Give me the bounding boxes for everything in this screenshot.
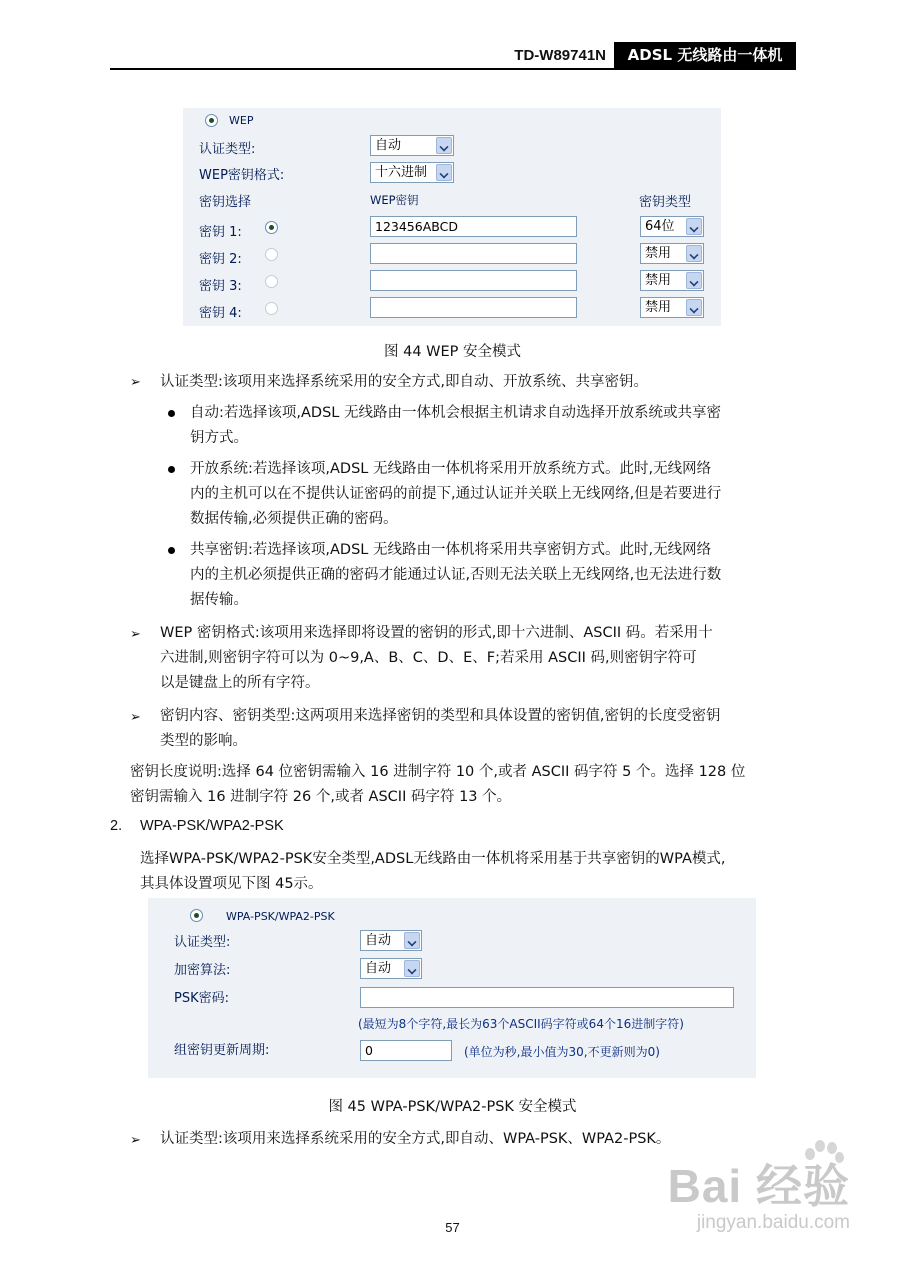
col-key-select: 密钥选择 xyxy=(199,195,252,210)
key-format-label: WEP密钥格式: xyxy=(199,168,285,183)
key-format-desc-3: 以是键盘上的所有字符。 xyxy=(160,675,320,691)
arrow-bullet-icon: ➢ xyxy=(130,375,141,390)
wpa-auth-type-select[interactable]: 自动 xyxy=(360,930,422,951)
key-format-desc-2: 六进制,则密钥字符可以为 0~9,A、B、C、D、E、F;若采用 ASCII 码,则密钥字符可 xyxy=(160,650,697,666)
auth-type-label: 认证类型: xyxy=(199,142,256,157)
wpa-auth-type-label: 认证类型: xyxy=(174,935,231,950)
key-3-radio[interactable] xyxy=(265,275,278,288)
psk-hint: (最短为8个字符,最长为63个ASCII码字符或64个16进制字符) xyxy=(358,1017,684,1031)
figure-44-caption: 图 44 WEP 安全模式 xyxy=(383,344,522,360)
key-2-type-select[interactable]: 禁用 xyxy=(640,243,704,264)
wep-mode-radio[interactable] xyxy=(205,114,218,127)
wep-mode-label: WEP xyxy=(229,114,254,127)
section-2-desc-1: 选择WPA-PSK/WPA2-PSK安全类型,ADSL无线路由一体机将采用基于共享密钥的WPA模式, xyxy=(140,851,726,867)
key-4-label: 密钥 4: xyxy=(199,306,242,321)
open-desc-3: 数据传输,必须提供正确的密码。 xyxy=(190,511,398,527)
psk-input[interactable] xyxy=(360,987,734,1008)
col-key-type: 密钥类型 xyxy=(639,195,692,210)
header-model: TD-W89741N xyxy=(514,47,606,64)
wpa-mode-label: WPA-PSK/WPA2-PSK xyxy=(226,910,335,923)
key-content-desc-2: 类型的影响。 xyxy=(160,733,247,749)
page-number: 57 xyxy=(445,1220,460,1235)
chevron-down-icon xyxy=(436,137,452,154)
cipher-label: 加密算法: xyxy=(174,963,231,978)
arrow-bullet-icon: ➢ xyxy=(130,1133,141,1148)
cipher-select[interactable]: 自动 xyxy=(360,958,422,979)
auth-type-select[interactable]: 自动 xyxy=(370,135,454,156)
page-header xyxy=(110,42,796,70)
key-length-desc-1: 密钥长度说明:选择 64 位密钥需输入 16 进制字符 10 个,或者 ASCII 码字符 5 个。选择 128 位 xyxy=(130,764,746,780)
bullet-dot-icon xyxy=(168,466,175,473)
bullet-dot-icon xyxy=(168,410,175,417)
key-2-input[interactable] xyxy=(370,243,577,264)
chevron-down-icon xyxy=(404,960,420,977)
auth-type-desc: 认证类型:该项用来选择系统采用的安全方式,即自动、开放系统、共享密钥。 xyxy=(160,374,648,390)
key-format-select[interactable]: 十六进制 xyxy=(370,162,454,183)
key-3-label: 密钥 3: xyxy=(199,279,242,294)
key-content-desc-1: 密钥内容、密钥类型:这两项用来选择密钥的类型和具体设置的密钥值,密钥的长度受密钥 xyxy=(160,708,721,724)
chevron-down-icon xyxy=(404,932,420,949)
key-1-type-select[interactable]: 64位 xyxy=(640,216,704,237)
key-format-desc-1: WEP 密钥格式:该项用来选择即将设置的密钥的形式,即十六进制、ASCII 码。若采用十 xyxy=(160,625,713,641)
key-1-radio[interactable] xyxy=(265,221,278,234)
shared-desc-2: 内的主机必须提供正确的密码才能通过认证,否则无法关联上无线网络,也无法进行数 xyxy=(190,567,722,583)
arrow-bullet-icon: ➢ xyxy=(130,627,141,642)
shared-desc-3: 据传输。 xyxy=(190,592,248,608)
key-2-radio[interactable] xyxy=(265,248,278,261)
auto-desc-2: 钥方式。 xyxy=(190,430,248,446)
col-wep-key: WEP密钥 xyxy=(370,193,419,207)
shared-desc-1: 共享密钥:若选择该项,ADSL 无线路由一体机将采用共享密钥方式。此时,无线网络 xyxy=(190,542,712,558)
key-3-type-select[interactable]: 禁用 xyxy=(640,270,704,291)
chevron-down-icon xyxy=(686,299,702,316)
renew-input[interactable]: 0 xyxy=(360,1040,452,1061)
chevron-down-icon xyxy=(686,245,702,262)
section-2-desc-2: 其具体设置项见下图 45示。 xyxy=(140,876,323,892)
key-1-label: 密钥 1: xyxy=(199,225,242,240)
section-2-number: 2. xyxy=(110,818,123,834)
wpa-settings-panel xyxy=(148,898,756,1078)
wpa-auth-type-desc: 认证类型:该项用来选择系统采用的安全方式,即自动、WPA-PSK、WPA2-PSK。 xyxy=(160,1131,671,1147)
bullet-dot-icon xyxy=(168,547,175,554)
key-4-type-select[interactable]: 禁用 xyxy=(640,297,704,318)
wpa-mode-radio[interactable] xyxy=(190,909,203,922)
wep-settings-panel xyxy=(183,108,721,326)
open-desc-2: 内的主机可以在不提供认证密码的前提下,通过认证并关联上无线网络,但是若要进行 xyxy=(190,486,722,502)
section-2-title: WPA-PSK/WPA2-PSK xyxy=(140,818,284,834)
renew-label: 组密钥更新周期: xyxy=(174,1043,270,1058)
key-3-input[interactable] xyxy=(370,270,577,291)
arrow-bullet-icon: ➢ xyxy=(130,710,141,725)
key-2-label: 密钥 2: xyxy=(199,252,242,267)
chevron-down-icon xyxy=(686,272,702,289)
watermark-brand: Bai 经验 xyxy=(667,1160,850,1212)
key-4-radio[interactable] xyxy=(265,302,278,315)
watermark-url: jingyan.baidu.com xyxy=(696,1212,850,1233)
key-1-input[interactable]: 123456ABCD xyxy=(370,216,577,237)
key-4-input[interactable] xyxy=(370,297,577,318)
psk-label: PSK密码: xyxy=(174,991,229,1006)
auto-desc-1: 自动:若选择该项,ADSL 无线路由一体机会根据主机请求自动选择开放系统或共享密 xyxy=(190,405,721,421)
key-length-desc-2: 密钥需输入 16 进制字符 26 个,或者 ASCII 码字符 13 个。 xyxy=(130,789,512,805)
chevron-down-icon xyxy=(686,218,702,235)
header-product: ADSL 无线路由一体机 xyxy=(614,42,796,68)
figure-45-caption: 图 45 WPA-PSK/WPA2-PSK 安全模式 xyxy=(328,1099,577,1115)
open-desc-1: 开放系统:若选择该项,ADSL 无线路由一体机将采用开放系统方式。此时,无线网络 xyxy=(190,461,712,477)
renew-hint: (单位为秒,最小值为30,不更新则为0) xyxy=(464,1045,660,1059)
chevron-down-icon xyxy=(436,164,452,181)
